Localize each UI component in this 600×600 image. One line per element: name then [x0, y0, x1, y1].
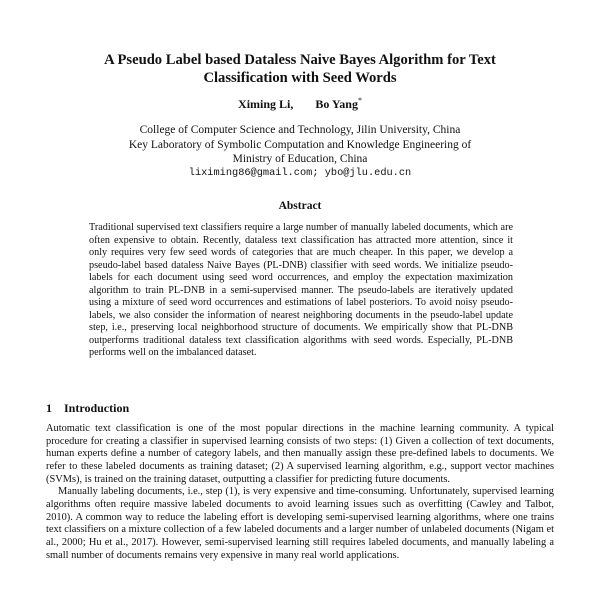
author-2: Bo Yang [315, 97, 358, 111]
affiliations [0, 123, 600, 167]
title-line-1: A Pseudo Label based Dataless Naive Bayes Algorithm for Text [104, 52, 496, 68]
abstract-text: Traditional supervised text classifiers require a large number of manually labeled documents, which are often expensive to obtain. Recently, dataless text classification has attracted more attention, since it only requires very few seed words of categories that are much cheaper. In this paper, we develop a pseudo-label based dataless Naive Bayes (PL-DNB) classifier with seed words. We initialize pseudo-labels for each document using seed word occurrences, and employ the expectation maximization algorithm to train PL-DNB in a semi-supervised manner. The pseudo-labels are iteratively updated using a mixture of seed word occurrences and estimations of label posteriors. To avoid noisy pseudo-labels, we also consider the information of nearest neighboring documents in the pseudo-label update step, i.e., preserving local neighborhood structure of documents. We empirically show that PL-DNB outperforms traditional dataless text classification algorithms with seed words. Especially, PL-DNB performs well on the imbalanced dataset. [89, 222, 513, 358]
author-1: Ximing Li, [238, 97, 294, 111]
abstract-heading: Abstract [278, 200, 322, 212]
introduction-body [46, 423, 554, 562]
paper-title [0, 51, 600, 87]
corresponding-author-mark: * [357, 96, 362, 105]
section-heading-introduction [46, 401, 129, 415]
affiliation-line-2: Key Laboratory of Symbolic Computation and Knowledge Engineering of [128, 138, 472, 151]
intro-paragraph-1: Automatic text classification is one of the most popular directions in the machine learning community. A typical procedure for creating a classifier in supervised learning consists of two steps: (1) Given a collection of text documents, human experts define a number of category labels, and then manually assign these pre-defined labels to documents. We refer to these labeled documents as training dataset; (2) A supervised learning algorithm, e.g., support vector machines (SVMs), is trained on the training dataset, outputting a classifier for predicting future documents. [46, 423, 554, 485]
title-line-2: Classification with Seed Words [203, 70, 397, 86]
author-emails: liximing86@gmail.com; ybo@jlu.edu.cn [188, 167, 412, 179]
author-list [0, 94, 600, 111]
affiliation-line-1: College of Computer Science and Technology, Jilin University, China [139, 124, 461, 136]
intro-paragraph-2: Manually labeling documents, i.e., step (1), is very expensive and time-consuming. Unfortunately, supervised learning algorithms often require massive labeled documents to avoid learning issues such as overfitting (Cawley and Talbot, 2010). A common way to reduce the labeling effort is developing semi-supervised learning algorithms, where one trains text classifiers on a mixture collection of a few labeled documents and a larger number of unlabeled documents (Nigam et al., 2000; Hu et al., 2017). However, semi-supervised learning still requires labeled documents, and manually labeling a small number of documents remains very expensive in many real world applications. [46, 486, 554, 561]
section-title: Introduction [64, 401, 130, 415]
section-number: 1 [46, 401, 52, 415]
affiliation-line-3: Ministry of Education, China [232, 153, 368, 166]
